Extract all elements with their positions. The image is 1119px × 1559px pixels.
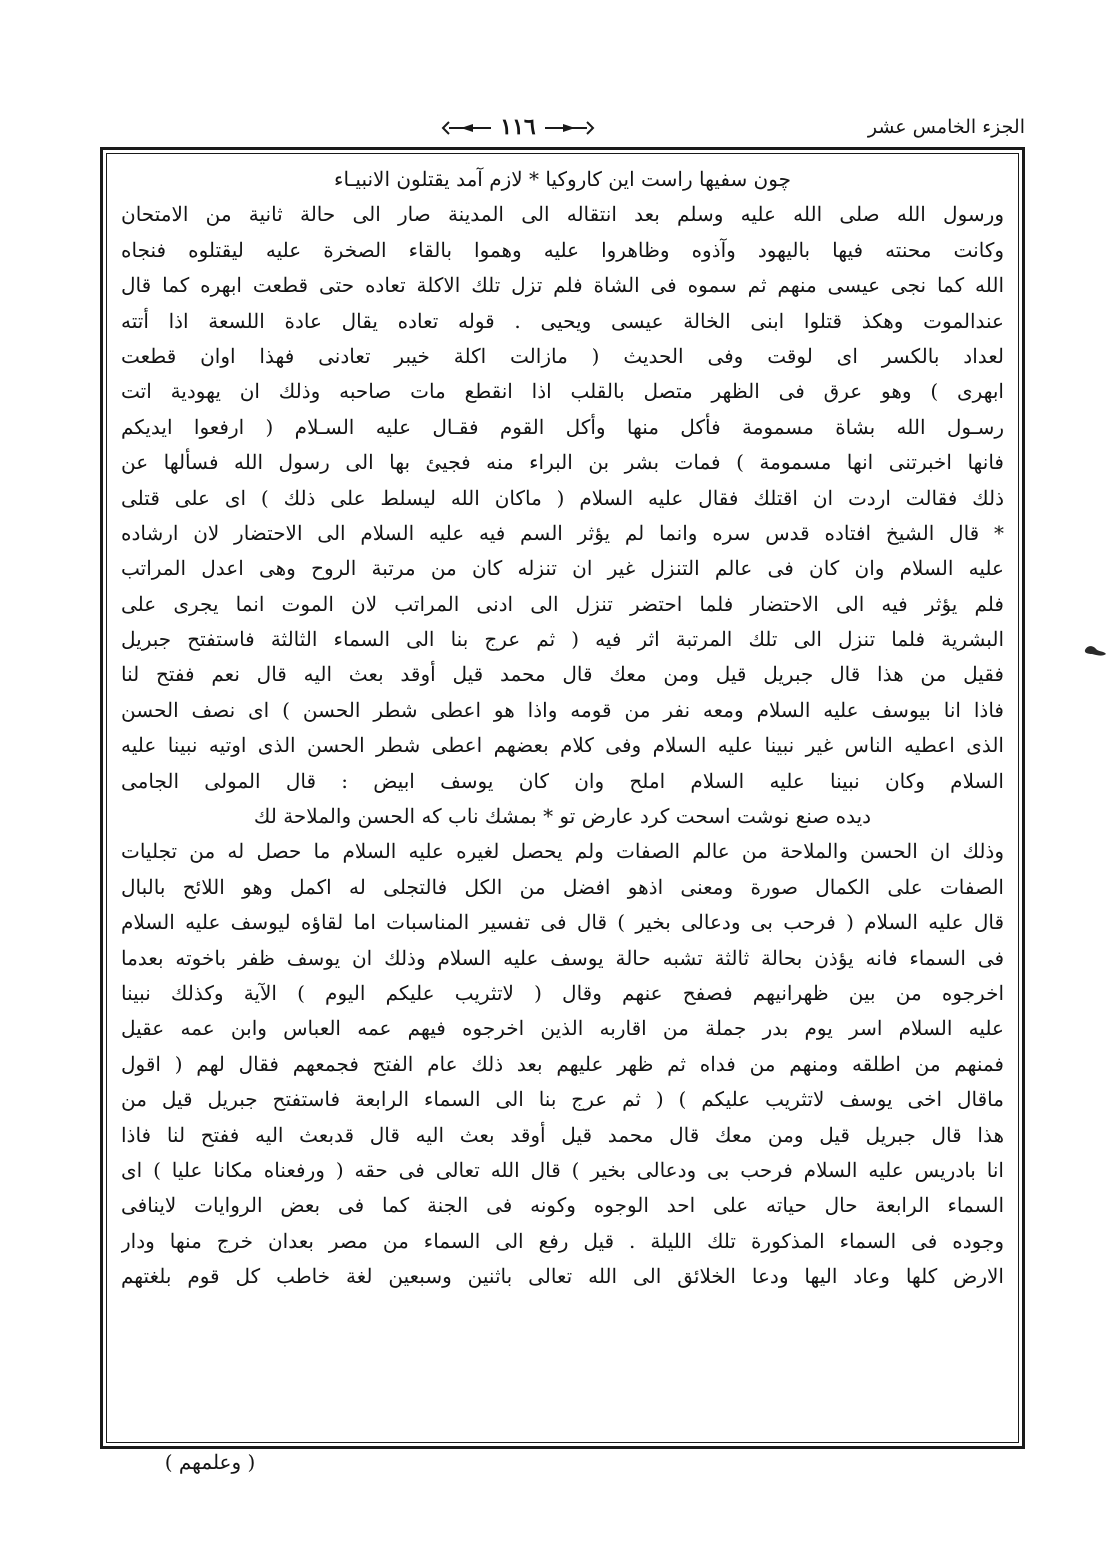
text-line: الذى اعطيه الناس غير نبينا عليه السلام وفى كلام بعضهم اعطى شطر الحسن الذى اوتيه نبينا عليه xyxy=(121,733,1004,758)
page-header xyxy=(100,112,1025,146)
text-line: ماقال اخى يوسف لاتثريب عليكم ) ( ثم عرج بنا الى السماء الرابعة فاستفتح جبريل قيل من xyxy=(121,1087,1004,1112)
text-line: الصفات على الكمال صورة ومعنى اذهو افضل من الكل فالتجلى له اكمل وهو اللائح بالبال xyxy=(121,874,1004,899)
text-line: عليه السلام وان كان فى عالم التنزل غير ان تنزله كان من مرتبة الروح وهى اعدل المراتب xyxy=(121,556,1004,581)
text-line: وذلك ان الحسن والملاحة من عالم الصفات ولم يحصل لغيره عليه السلام ما حصل له من تجليات xyxy=(121,839,1004,864)
text-line: السلام وكان نبينا عليه السلام املح وان كان يوسف ابيض : قال المولى الجامى xyxy=(121,768,1004,793)
text-line: عليه السلام اسر يوم بدر جملة من اقاربه الذين اخرجوه فيهم عمه العباس وابن عمه عقيل xyxy=(121,1016,1004,1041)
text-line: ورسول الله صلى الله عليه وسلم بعد انتقاله الى المدينة صار الى حالة ثانية من الامتحان xyxy=(121,202,1004,227)
running-title: الجزء الخامس عشر xyxy=(867,116,1025,138)
text-line: الله كما نجى عيسى منهم ثم سموه فى الشاة فلم تزل تلك الاكلة تعاده حتى قطعت ابهره كما قال xyxy=(121,273,1004,298)
text-line: رسـول الله بشاة مسمومة فأكل منها وأكل القوم فقـال عليه السـلام ( ارفعوا ايديكم xyxy=(121,414,1004,439)
catchword: ( وعلمهم ) xyxy=(164,1450,256,1474)
page-number xyxy=(418,114,618,140)
text-line: السماء الرابعة حال حياته على احد الوجوه وكونه فى الجنة كما فى بعض الروايات لاينافى xyxy=(121,1193,1004,1218)
text-line: ابهرى ) وهو عرق فى الظهر متصل بالقلب اذا انقطع مات صاحبه وذلك ان يهودية اتت xyxy=(121,379,1004,404)
text-line: فمنهم من اطلقه ومنهم من فداه ثم ظهر عليهم بعد ذلك عام الفتح فجمعهم فقال لهم ( اقول xyxy=(121,1051,1004,1076)
text-line: فقيل من هذا قال جبريل قيل ومن معك قال محمد قيل أوقد بعث اليه قال نعم ففتح لنا xyxy=(121,662,1004,687)
text-line: البشرية فلما تنزل الى تلك المرتبة اثر فيه ( ثم عرج بنا الى السماء الثالثة فاستفتح جبريل xyxy=(121,627,1004,652)
text-line: فانها اخبرتنى انها مسمومة ) فمات بشر بن البراء منه فجيئ بها الى رسول الله فسألها عن xyxy=(121,450,1004,475)
text-line: هذا قال جبريل قيل ومن معك قال محمد قيل أوقد بعث اليه قال قدبعث اليه ففتح لنا فاذا xyxy=(121,1122,1004,1147)
text-line: اخرجوه من بين ظهرانيهم فصفح عنهم وقال ( لاتثريب عليكم اليوم ) الآية وكذلك نبينا xyxy=(121,980,1004,1005)
ink-blot-icon xyxy=(1082,640,1108,660)
left-ornament-icon xyxy=(543,121,595,135)
verse-line: ديده صنع نوشت اسحت كرد عارض تو * بمشك ناب كه الحسن والملاحة لك xyxy=(253,804,872,829)
text-line: فلم يؤثر فيه الى الاحتضار فلما احتضر تنزل الى ادنى المراتب لان الموت انما يجرى على xyxy=(121,591,1004,616)
text-line: وجوده فى السماء المذكورة تلك الليلة . قيل رفع الى السماء من مصر بعدان خرج منها ودار xyxy=(121,1228,1004,1253)
page-number-value: ١١٦ xyxy=(500,114,536,140)
text-line: فاذا انا بيوسف عليه السلام ومعه نفر من قومه واذا هو اعطى شطر الحسن ) اى نصف الحسن xyxy=(121,697,1004,722)
text-line: عندالموت وهكذ قتلوا ابنى الخالة عيسى ويحيى . قوله تعاده يقال عادة اللسعة اذا أتته xyxy=(121,308,1004,333)
text-line: قال عليه السلام ( فرحب بى ودعالى بخير ) قال فى تفسير المناسبات اما لقاؤه ليوسف عليه السلام xyxy=(121,910,1004,935)
text-block xyxy=(106,153,1019,1443)
text-line: فى السماء فانه يؤذن بحالة ثالثة تشبه حالة يوسف عليه السلام وذلك ان يوسف ظفر باخوته بعدما xyxy=(121,945,1004,970)
text-line: وكانت محنته فيها باليهود وآذوه وظاهروا عليه وهموا بالقاء الصخرة عليه ليقتلوه فنجاه xyxy=(121,237,1004,262)
text-line: انا بادريس عليه السلام فرحب بى ودعالى بخير ) قال الله تعالى فى حقه ( ورفعناه مكانا عليا ) اى xyxy=(121,1157,1004,1182)
text-line: ذلك فقالت اردت ان اقتلك فقال عليه السلام ( ماكان الله ليسلط على ذلك ) اى على قتلى xyxy=(121,485,1004,510)
text-line: الارض كلها وعاد اليها ودعا الخلائق الى الله تعالى باثنين وسبعين لغة خاطب كل قوم بلغتهم xyxy=(121,1264,1004,1289)
right-ornament-icon xyxy=(441,121,493,135)
verse-line: چون سفيها راست اين كاروكيا * لازم آمد يقتلون الانبيـاء xyxy=(334,167,791,191)
text-line: لعداد بالكسر اى لوقت وفى الحديث ( مازالت اكلة خيبر تعادنى فهذا اوان قطعت xyxy=(121,343,1004,368)
text-line: * قال الشيخ افتاده قدس سره وانما لم يؤثر السم فيه عليه السلام الى الاحتضار لان ارشاده xyxy=(121,520,1004,545)
